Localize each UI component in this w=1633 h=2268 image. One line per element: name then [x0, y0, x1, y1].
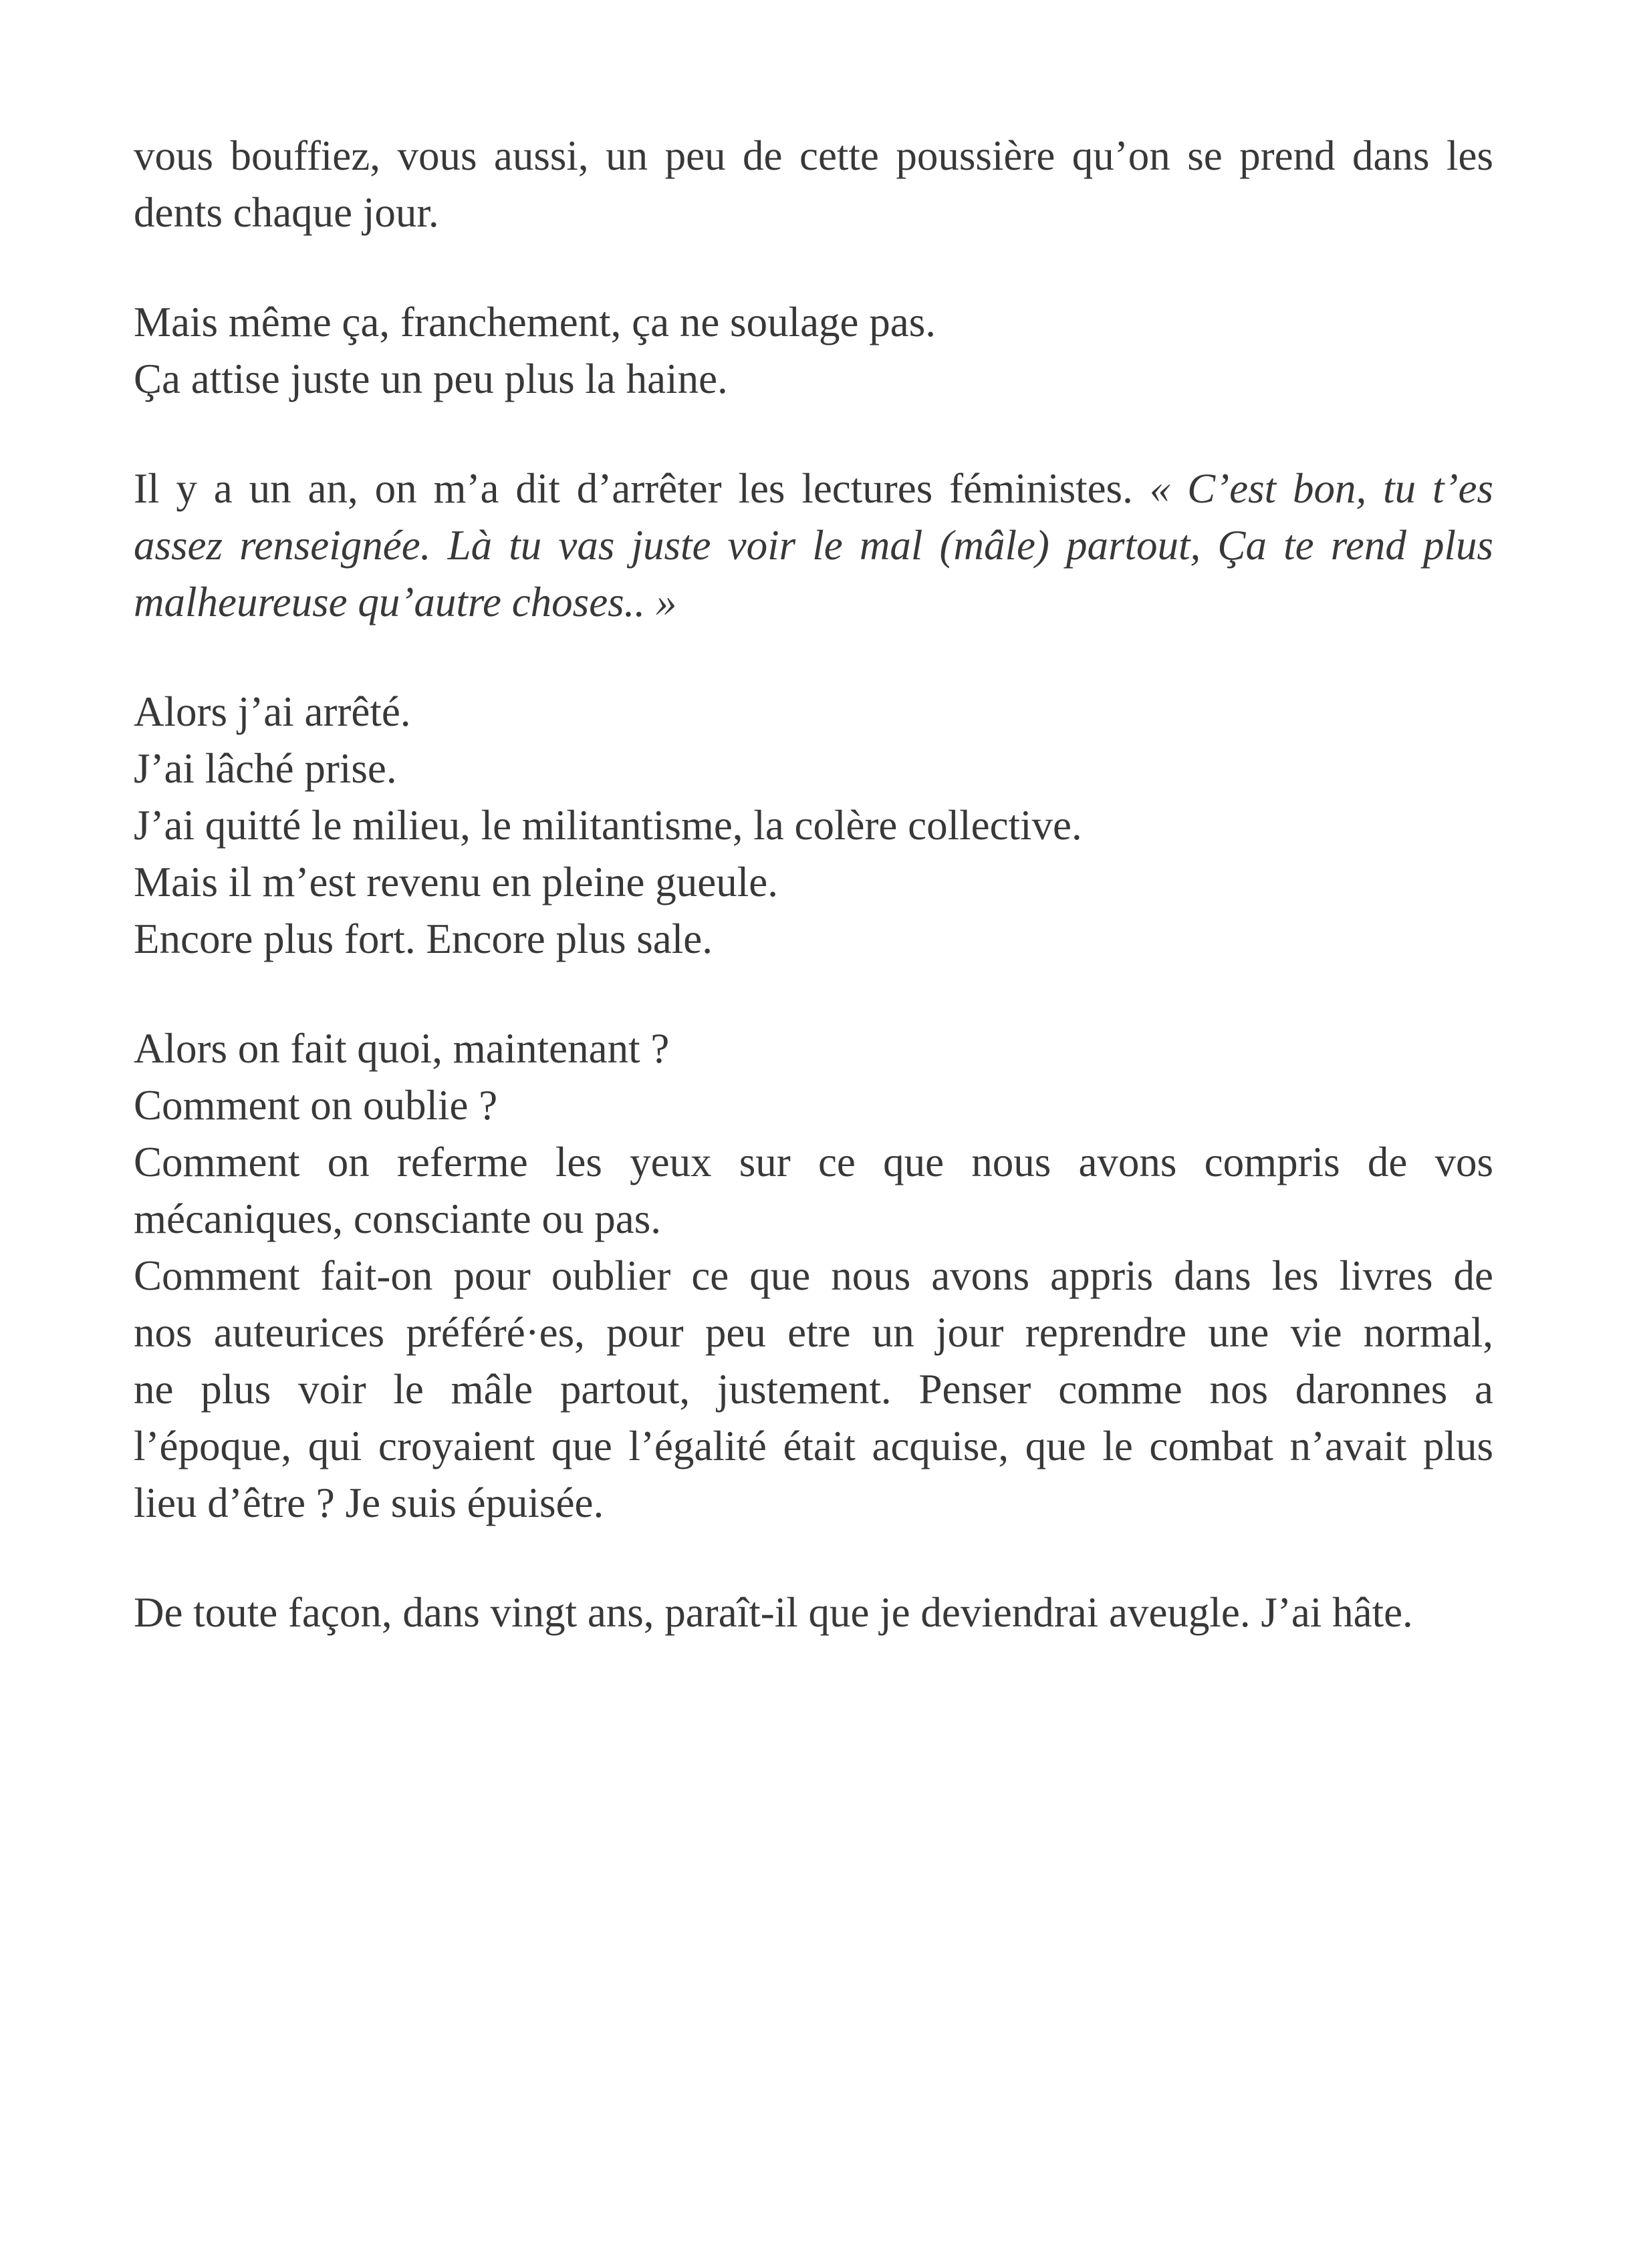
text-segment: Il y a un an, on m’a dit d’arrêter les lectures féministes. [134, 465, 1150, 512]
paragraph [134, 1584, 1493, 1641]
text-segment: ne plus voir le mâle partout, justement. Penser comme nos daronnes a [134, 1366, 1493, 1413]
text-segment: Encore plus fort. Encore plus sale. [134, 915, 713, 962]
text-line [134, 351, 1493, 408]
paragraph [134, 684, 1493, 968]
text-line [134, 294, 1493, 351]
text-segment: lieu d’être ? Je suis épuisée. [134, 1479, 604, 1526]
text-line [134, 1418, 1493, 1475]
text-line [134, 1475, 1493, 1532]
paragraph [134, 1020, 1493, 1532]
text-segment: Alors on fait quoi, maintenant ? [134, 1025, 670, 1072]
italic-text-segment: malheureuse qu’autre choses.. » [134, 579, 677, 625]
text-line [134, 1077, 1493, 1134]
text-line [134, 1191, 1493, 1248]
text-segment: mécaniques, consciante ou pas. [134, 1195, 661, 1242]
italic-text-segment: assez renseignée. Là tu vas juste voir le mal (mâle) partout, Ça te rend plus [134, 522, 1493, 569]
text-line [134, 740, 1493, 797]
text-line [134, 1361, 1493, 1418]
text-line [134, 517, 1493, 574]
text-segment: Mais il m’est revenu en pleine gueule. [134, 859, 778, 905]
italic-text-segment: « C’est bon, tu t’es [1149, 465, 1493, 512]
text-segment: nos auteurices préféré·es, pour peu etre un jour reprendre une vie normal, [134, 1309, 1493, 1356]
paragraph [134, 460, 1493, 631]
paragraph [134, 128, 1493, 241]
text-segment: vous bouffiez, vous aussi, un peu de cette poussière qu’on se prend dans les [134, 132, 1493, 179]
text-line [134, 684, 1493, 740]
text-line [134, 911, 1493, 968]
text-line [134, 854, 1493, 911]
text-line [134, 1134, 1493, 1191]
text-line [134, 1584, 1493, 1641]
text-block [134, 128, 1493, 1641]
text-segment: dents chaque jour. [134, 189, 439, 236]
text-line [134, 1248, 1493, 1304]
text-line [134, 184, 1493, 241]
text-segment: J’ai lâché prise. [134, 745, 397, 792]
text-segment: De toute façon, dans vingt ans, paraît-il que je deviendrai aveugle. J’ai hâte. [134, 1589, 1413, 1636]
text-segment: Alors j’ai arrêté. [134, 688, 411, 735]
paragraph [134, 294, 1493, 408]
text-line [134, 128, 1493, 184]
text-segment: J’ai quitté le milieu, le militantisme, la colère collective. [134, 802, 1082, 849]
text-segment: Ça attise juste un peu plus la haine. [134, 356, 728, 402]
text-segment: Mais même ça, franchement, ça ne soulage pas. [134, 299, 936, 345]
text-segment: Comment fait-on pour oublier ce que nous avons appris dans les livres de [134, 1252, 1493, 1299]
text-segment: l’époque, qui croyaient que l’égalité était acquise, que le combat n’avait plus [134, 1423, 1493, 1469]
text-line [134, 574, 1493, 631]
text-segment: Comment on oublie ? [134, 1082, 498, 1129]
text-line [134, 797, 1493, 854]
text-line [134, 460, 1493, 517]
text-segment: Comment on referme les yeux sur ce que nous avons compris de vos [134, 1139, 1493, 1185]
text-line [134, 1020, 1493, 1077]
text-line [134, 1304, 1493, 1361]
